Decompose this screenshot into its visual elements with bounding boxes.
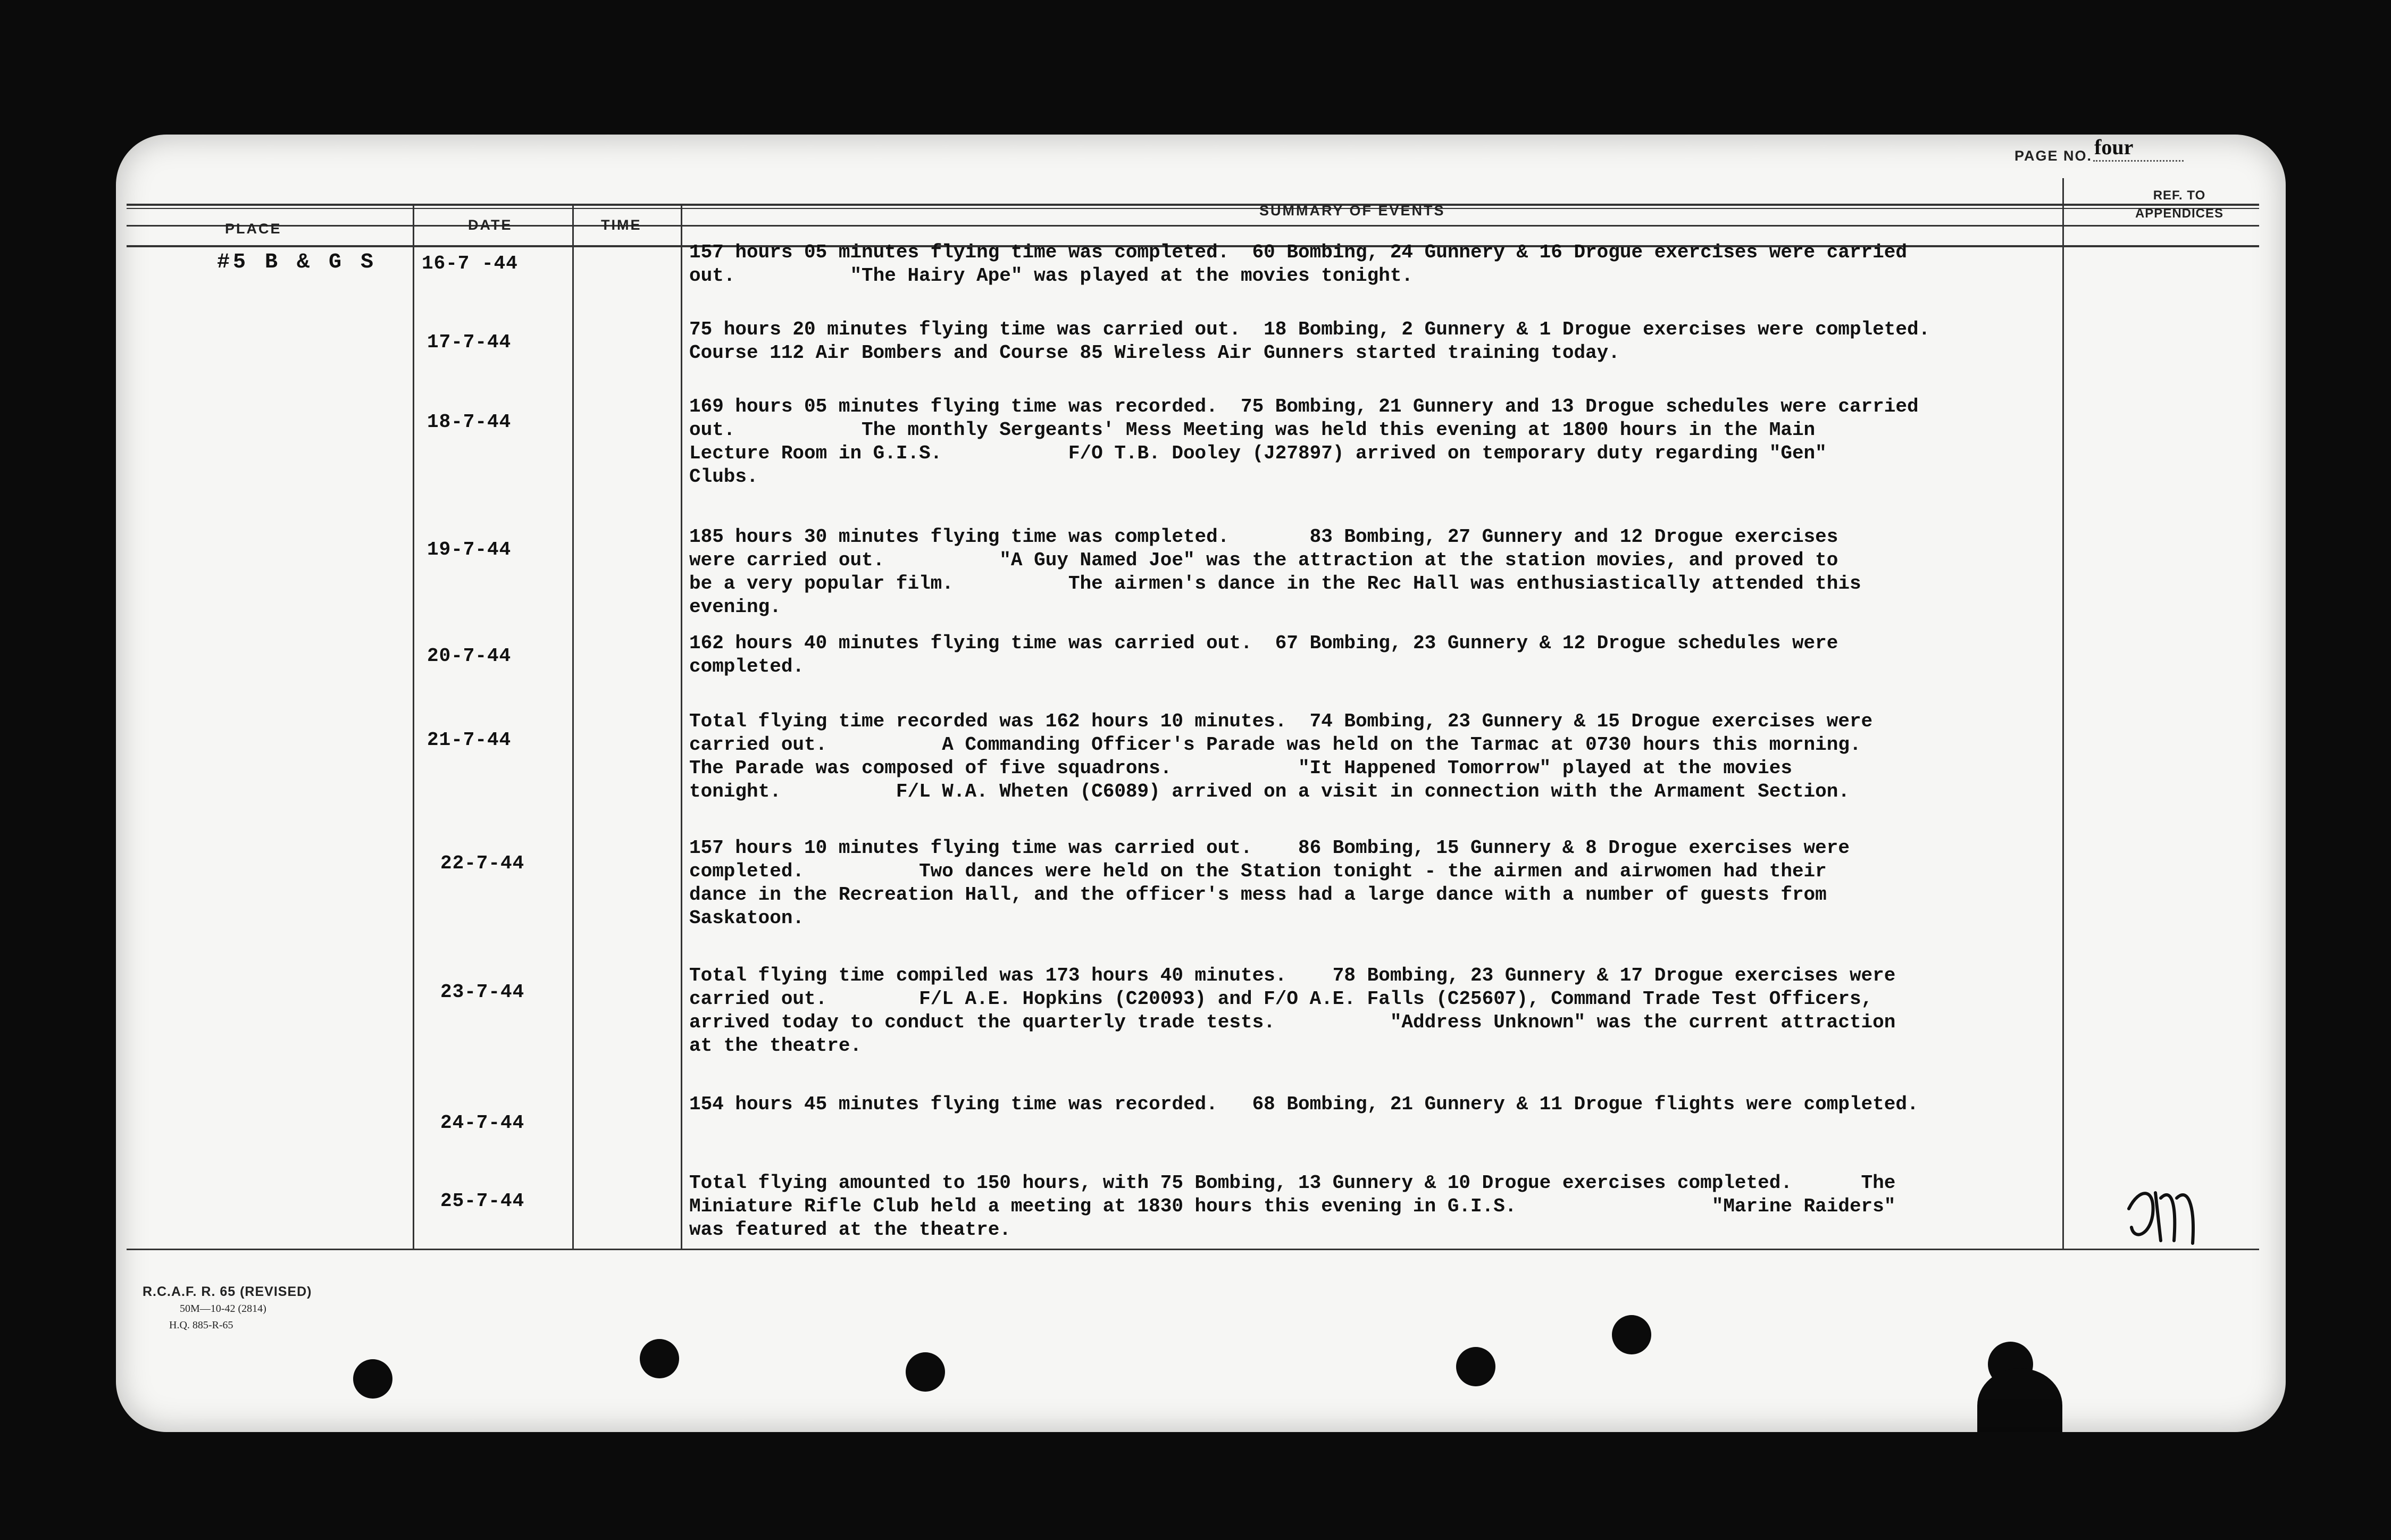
summary-entry: Total flying time recorded was 162 hours 10 minutes. 74 Bombing, 23 Gunnery & 15 Drogue exercises were carried out. A Commanding Officer's Parade was held on the Tarmac at 0730 hours this morning. The Parade was composed of five squadrons. "It Happened Tomorrow" played at the movies tonight. F/L W.A. Wheten (C6089) arrived on a visit in connection with the Armament Section. <box>689 710 1873 802</box>
summary-entry: 154 hours 45 minutes flying time was recorded. 68 Bombing, 21 Gunnery & 11 Drogue flights were completed. <box>689 1093 1919 1115</box>
date-cell: 19-7-44 <box>427 539 512 560</box>
date-cell: 16-7 -44 <box>422 253 518 274</box>
date-cell: 18-7-44 <box>427 411 512 433</box>
column-header-summary: SUMMARY OF EVENTS <box>1259 203 1445 219</box>
page-number-value: four <box>2094 135 2134 159</box>
header-rule-top <box>127 204 2259 206</box>
handwritten-initials-signature <box>2124 1177 2203 1251</box>
column-divider-date <box>572 204 574 1249</box>
punch-hole <box>906 1352 945 1392</box>
summary-entry: 157 hours 10 minutes flying time was carried out. 86 Bombing, 15 Gunnery & 8 Drogue exercises were completed. Two dances were held on the Station tonight - the airmen and airwomen had their dance in the Recreation Hall, and the officer's mess had a large dance with a number of guests from Saskatoon. <box>689 837 1850 929</box>
punch-hole <box>1456 1347 1495 1386</box>
date-cell: 21-7-44 <box>427 729 512 751</box>
date-cell: 17-7-44 <box>427 331 512 353</box>
torn-edge <box>1977 1368 2062 1432</box>
summary-entry: 75 hours 20 minutes flying time was carried out. 18 Bombing, 2 Gunnery & 1 Drogue exercises were completed. Course 112 Air Bombers and Course 85 Wireless Air Gunners started training today. <box>689 319 1930 364</box>
date-cell: 23-7-44 <box>440 981 525 1003</box>
column-divider-time <box>681 204 682 1249</box>
header-rule-top-2 <box>127 208 2259 209</box>
column-divider-place <box>413 204 414 1249</box>
punch-hole <box>353 1359 392 1399</box>
date-cell: 22-7-44 <box>440 852 525 874</box>
diary-page <box>116 135 2286 1432</box>
page-number-label: PAGE NO. <box>2014 148 2093 164</box>
page-number-underline <box>2093 160 2184 162</box>
summary-entry: Total flying time compiled was 173 hours 40 minutes. 78 Bombing, 23 Gunnery & 17 Drogue exercises were carried out. F/L A.E. Hopkins (C20093) and F/O A.E. Falls (C25607), Command Trade Test Officers, arrived today to conduct the quarterly trade tests. "Address Unknown" was the current attraction at the theatre. <box>689 965 1896 1057</box>
header-rule-mid <box>127 225 2259 227</box>
date-cell: 25-7-44 <box>440 1190 525 1212</box>
column-header-place: PLACE <box>225 221 282 237</box>
punch-hole <box>640 1339 679 1378</box>
column-header-date: DATE <box>468 217 513 233</box>
column-header-time: TIME <box>601 217 642 233</box>
form-identifier: R.C.A.F. R. 65 (REVISED) <box>143 1284 312 1299</box>
summary-entry: 162 hours 40 minutes flying time was carried out. 67 Bombing, 23 Gunnery & 12 Drogue schedules were completed. <box>689 632 1838 677</box>
summary-entry: 185 hours 30 minutes flying time was completed. 83 Bombing, 27 Gunnery and 12 Drogue exercises were carried out. "A Guy Named Joe" was the attraction at the station movies, and proved to be a very popular film. The airmen's dance in the Rec Hall was enthusiastically attended this evening. <box>689 526 1861 618</box>
column-header-ref-appendices <box>2113 187 2246 223</box>
ref-line-1: REF. TO <box>2153 188 2206 203</box>
footer-rule <box>127 1249 2259 1250</box>
date-cell: 24-7-44 <box>440 1112 525 1134</box>
ref-line-2: APPENDICES <box>2135 206 2224 221</box>
form-hq-code: H.Q. 885-R-65 <box>169 1319 233 1331</box>
date-cell: 20-7-44 <box>427 645 512 667</box>
place-value: #5 B & G S <box>217 250 377 274</box>
summary-entry: Total flying amounted to 150 hours, with 75 Bombing, 13 Gunnery & 10 Drogue exercises completed. The Miniature Rifle Club held a meeting at 1830 hours this evening in G.I.S. "Marine Raiders" was featured at the theatre. <box>689 1172 1896 1241</box>
summary-entry: 169 hours 05 minutes flying time was recorded. 75 Bombing, 21 Gunnery and 13 Drogue schedules were carried out. The monthly Sergeants' Mess Meeting was held this evening at 1800 hours in the Main Lecture Room in G.I.S. F/O T.B. Dooley (J27897) arrived on temporary duty regarding "Gen" Clubs. <box>689 396 1919 488</box>
summary-entry: 157 hours 05 minutes flying time was completed. 60 Bombing, 24 Gunnery & 16 Drogue exercises were carried out. "The Hairy Ape" was played at the movies tonight. <box>689 241 1907 287</box>
form-print-code: 50M—10-42 (2814) <box>180 1303 266 1315</box>
punch-hole <box>1612 1315 1651 1354</box>
